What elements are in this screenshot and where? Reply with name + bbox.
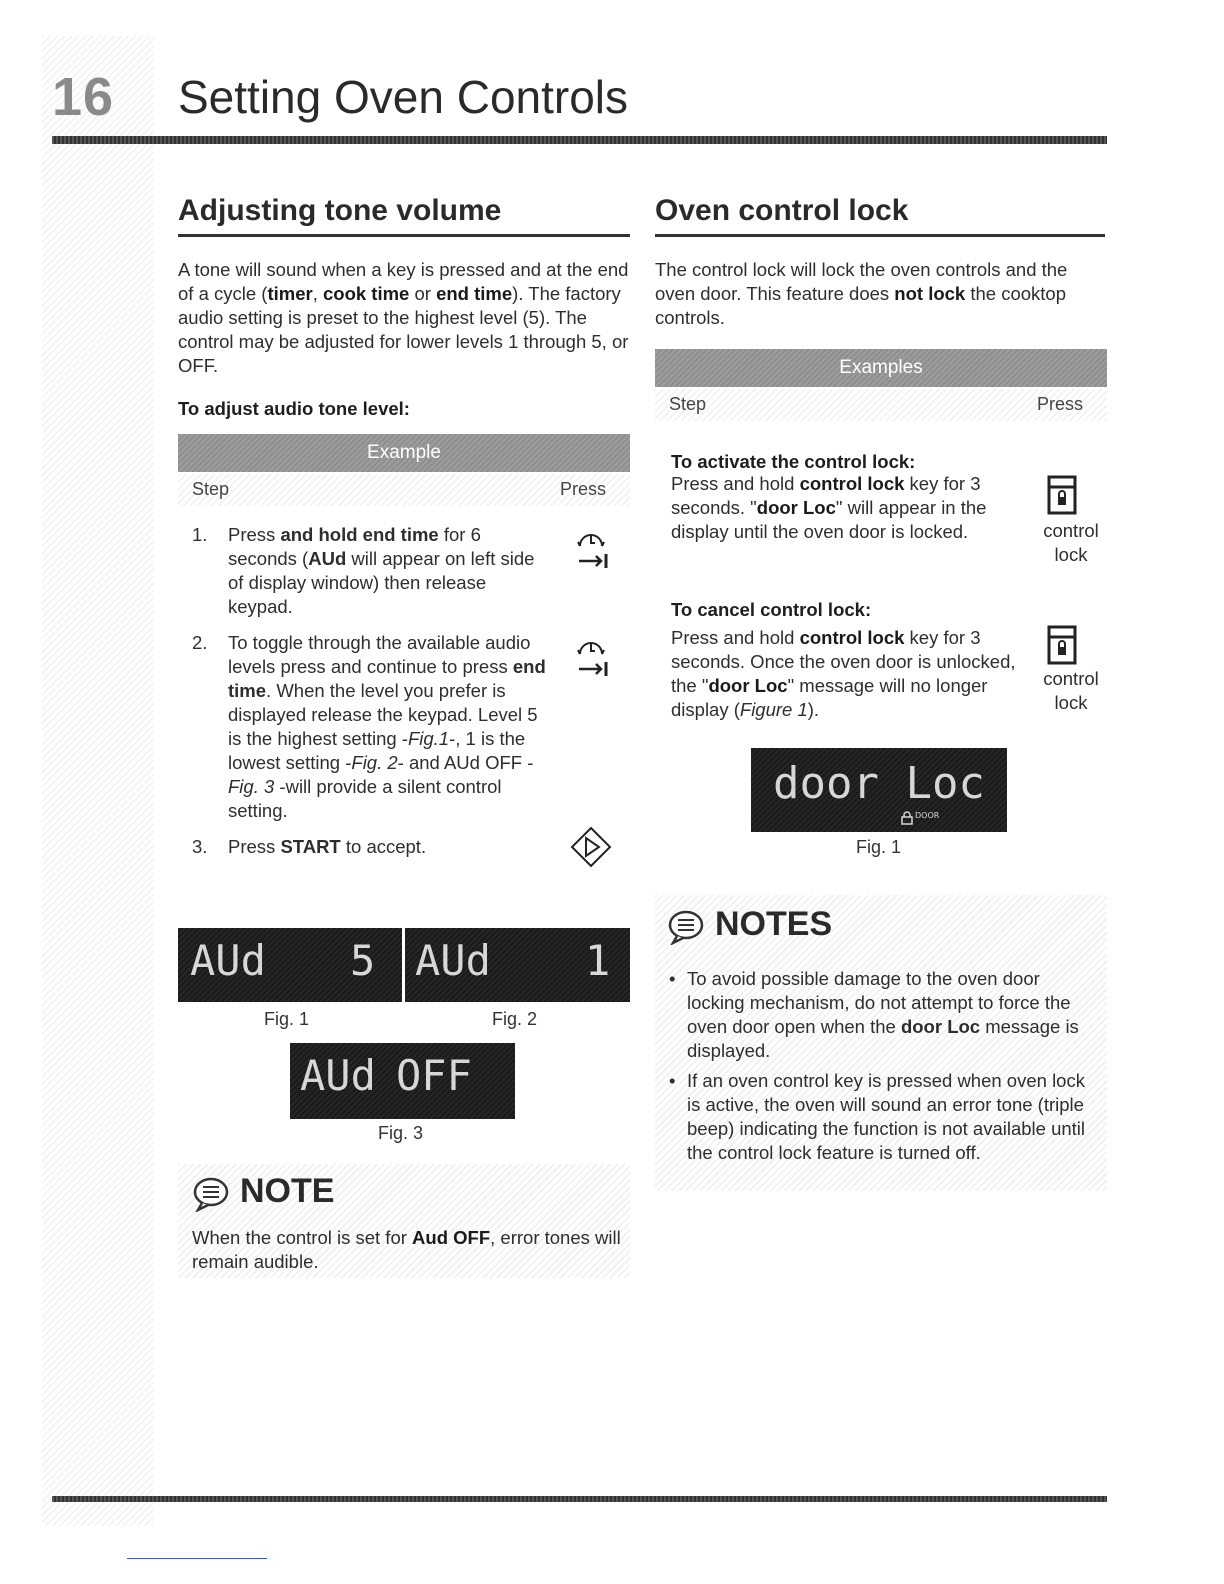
notes-item: • If an oven control key is pressed when oven lock is active, the oven will sound an error tone (triple beep) indicating the function is not available until the control lock feature is turned off. <box>667 1069 1097 1165</box>
example-band: Example <box>178 434 630 472</box>
door-indicator: DOOR <box>915 811 940 820</box>
notes-icon <box>667 909 705 945</box>
padlock-icon <box>901 811 913 825</box>
tone-intro: A tone will sound when a key is pressed and at the end of a cycle (timer, cook time or end time). The factory audio setting is preset to the highest level (5). The control may be adjusted for lower levels 1 through 5, or OFF. <box>178 259 629 376</box>
page-title: Setting Oven Controls <box>178 71 629 123</box>
side-decoration <box>42 36 154 1526</box>
activate-text: Press and hold control lock key for 3 seconds. "door Loc" will appear in the display until the oven door is locked. <box>671 473 987 542</box>
notes-box <box>655 895 1107 1191</box>
control-lock-key-icon <box>1046 474 1078 516</box>
figure-caption: Fig. 1 <box>264 1009 310 1029</box>
note-title: NOTE <box>240 1172 335 1210</box>
page-number: 16 <box>52 67 115 127</box>
lcd-display-fig3: AUd OFF <box>290 1043 515 1119</box>
lcd-display-fig1: AUd 5 <box>178 928 402 1002</box>
start-key-icon <box>570 826 612 868</box>
lock-section-heading: Oven control lock <box>655 194 1105 237</box>
press-label: Press <box>559 479 606 499</box>
tone-subheading: To adjust audio tone level: <box>178 398 410 419</box>
note-icon <box>192 1176 230 1212</box>
activate-heading: To activate the control lock: <box>671 451 916 472</box>
tone-steps <box>192 523 552 871</box>
step-label: Step <box>669 394 707 414</box>
end-time-key-icon <box>574 524 610 568</box>
figure-caption: Fig. 1 <box>856 837 902 857</box>
note-box <box>178 1164 630 1278</box>
control-lock-key-label: control lock <box>1043 520 1099 565</box>
control-lock-key-icon <box>1046 624 1078 666</box>
lock-step-header <box>655 389 1107 421</box>
tone-step: 3. Press START to accept. <box>192 836 427 857</box>
cancel-heading: To cancel control lock: <box>671 599 872 620</box>
lock-intro: The control lock will lock the oven controls and the oven door. This feature does not lock the cooktop controls. <box>655 259 1068 328</box>
tone-step: 2. To toggle through the available audio levels press and continue to press end time. When the level you prefer is displayed release the keypad. Level 5 is the highest setting -Fig.1-, 1 is the lowest setting -Fig. 2- and AUd OFF - Fig. 3 -will provide a silent control setting. <box>192 632 546 821</box>
tone-step-header <box>178 474 630 506</box>
end-time-key-icon <box>574 632 610 676</box>
lcd-display-door-loc: door Loc DOOR <box>751 748 1007 832</box>
tone-step: 1. Press and hold end time for 6 seconds (AUd will appear on left side of display window) then release keypad. <box>192 524 535 617</box>
notes-title: NOTES <box>715 905 833 943</box>
examples-band: Examples <box>655 349 1107 387</box>
lcd-display-fig2: AUd 1 <box>405 928 630 1002</box>
notes-list <box>667 967 1097 1171</box>
footer-line <box>127 1558 267 1559</box>
tone-section-heading: Adjusting tone volume <box>178 194 630 237</box>
header-rule <box>52 136 1107 144</box>
note-text: When the control is set for Aud OFF, error tones will remain audible. <box>192 1227 621 1272</box>
press-label: Press <box>1036 394 1083 414</box>
notes-item: • To avoid possible damage to the oven door locking mechanism, do not attempt to force the oven door open when the door Loc message is displayed. <box>667 967 1097 1063</box>
step-label: Step <box>192 479 230 499</box>
figure-caption: Fig. 2 <box>492 1009 538 1029</box>
footer-rule <box>52 1496 1107 1502</box>
cancel-text: Press and hold control lock key for 3 seconds. Once the oven door is unlocked, the "door Loc" message will no longer display (Figure 1). <box>671 627 1016 720</box>
control-lock-key-label: control lock <box>1043 668 1099 713</box>
figure-caption: Fig. 3 <box>378 1123 424 1143</box>
